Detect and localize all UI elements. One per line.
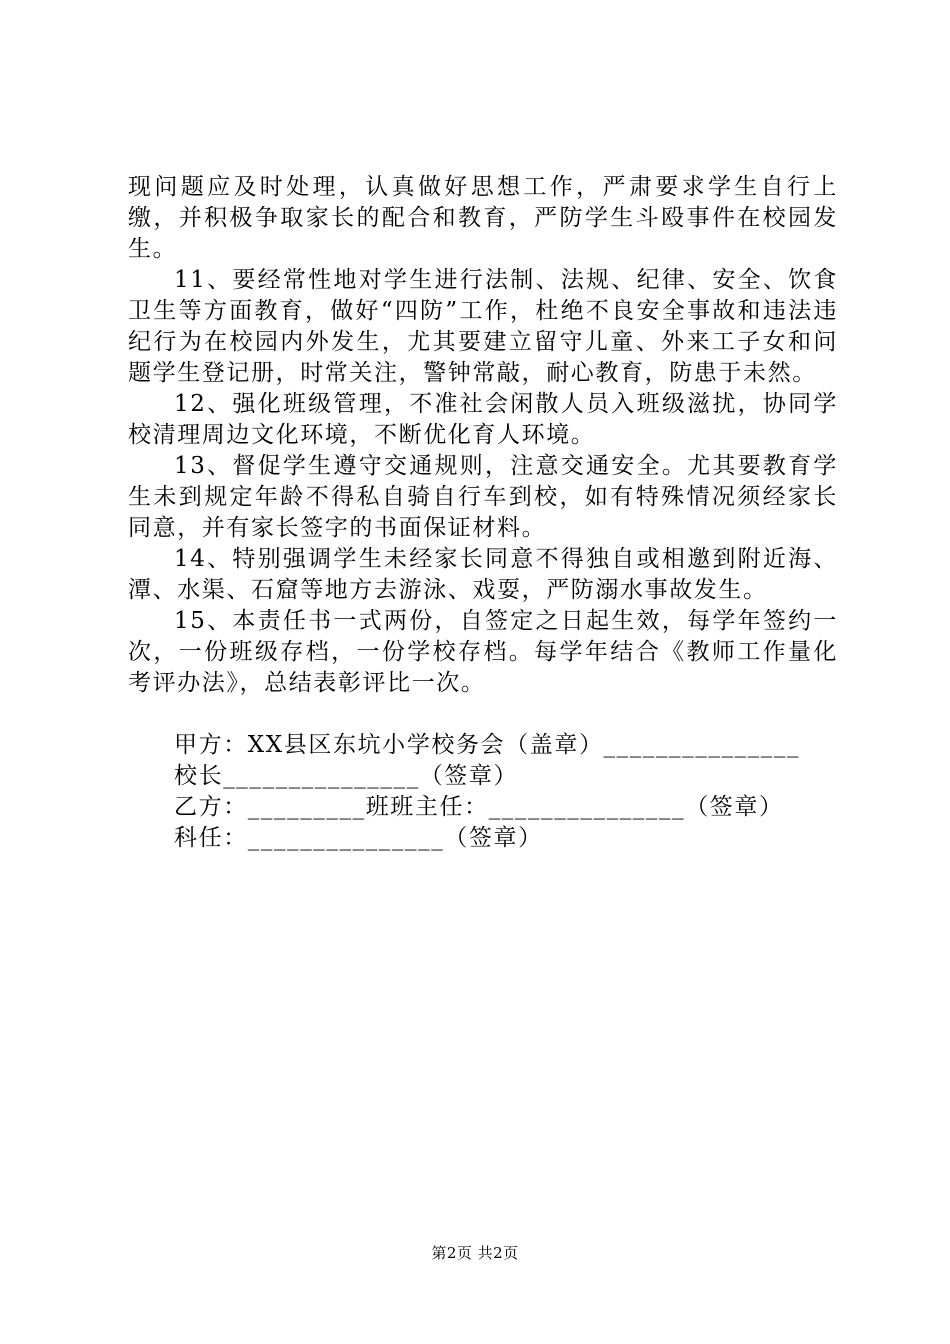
signature-party-b: 乙方：_________班班主任：_______________（签章）	[174, 794, 784, 820]
signature-party-a: 甲方：XX县区东坑小学校务会（盖章）_______________	[174, 732, 801, 758]
paragraph-item-13: 13、督促学生遵守交通规则，注意交通安全。尤其要教育学生未到规定年龄不得私自骑自行车到校，如有特殊情况须经家长同意，并有家长签字的书面保证材料。	[128, 453, 838, 541]
signature-block	[128, 730, 848, 854]
signature-principal: 校长_______________（签章）	[174, 763, 519, 789]
signature-subject-teacher: 科任：_______________（签章）	[174, 825, 543, 851]
paragraph-continued: 现问题应及时处理，认真做好思想工作，严肃要求学生自行上缴，并积极争取家长的配合和教育，严防学生斗殴事件在校园发生。	[128, 174, 838, 262]
page-footer: 第2页 共2页	[431, 1244, 519, 1262]
paragraph-item-15: 15、本责任书一式两份，自签定之日起生效，每学年签约一次，一份班级存档，一份学校存档。每学年结合《教师工作量化考评办法》，总结表彰评比一次。	[128, 608, 838, 696]
paragraph-item-14: 14、特别强调学生未经家长同意不得独自或相邀到附近海、潭、水渠、石窟等地方去游泳、戏耍，严防溺水事故发生。	[128, 546, 838, 603]
paragraph-item-12: 12、强化班级管理，不准社会闲散人员入班级滋扰，协同学校清理周边文化环境，不断优化育人环境。	[128, 391, 838, 448]
document-body	[128, 172, 838, 699]
paragraph-item-11: 11、要经常性地对学生进行法制、法规、纪律、安全、饮食卫生等方面教育，做好“四防”工作，杜绝不良安全事故和违法违纪行为在校园内外发生，尤其要建立留守儿童、外来工子女和问题学生登记册，时常关注，警钟常敲，耐心教育，防患于未然。	[128, 267, 838, 386]
